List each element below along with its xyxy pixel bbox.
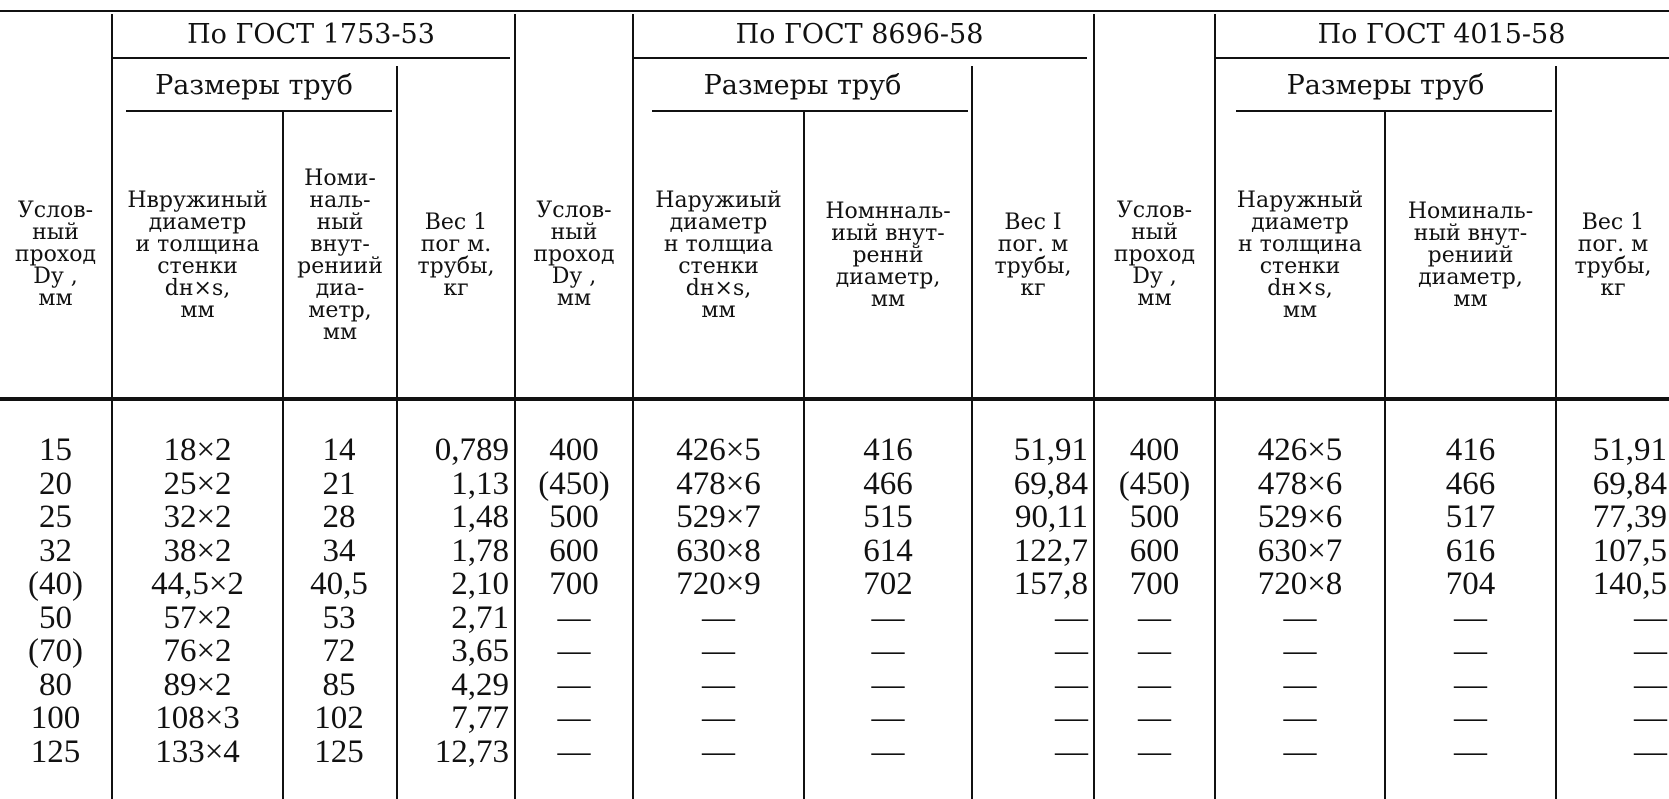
dy-column (0, 434, 111, 769)
table-cell: 426×5 (676, 432, 761, 468)
table-cell: 53 (322, 599, 356, 636)
table-cell: — (1055, 700, 1088, 736)
table-cell: 108×3 (155, 700, 240, 736)
inner-column (284, 434, 394, 769)
table-cell: 2,71 (451, 599, 509, 636)
table-cell: 157,8 (1013, 566, 1088, 602)
table-cell: 416 (1445, 432, 1496, 468)
table-cell: — (702, 633, 735, 669)
table-cell: 529×6 (1257, 499, 1343, 535)
table-cell: 0,789 (434, 432, 509, 468)
group-rule (112, 57, 510, 59)
pipe-sizes-header: Размеры труб (703, 69, 902, 101)
table-cell: — (1138, 633, 1171, 669)
table-cell: — (871, 733, 905, 770)
top-rule (0, 10, 1669, 12)
table-cell: 702 (863, 566, 913, 602)
table-cell: 14 (322, 432, 356, 468)
table-cell: 600 (549, 532, 599, 569)
sizes-rule (1236, 110, 1552, 112)
table-cell: — (1634, 633, 1667, 669)
table-cell: (450) (538, 465, 610, 502)
table-cell: (40) (28, 566, 83, 602)
sizes-rule (126, 110, 392, 112)
table-cell: 90,11 (1014, 499, 1088, 535)
table-cell: 700 (549, 566, 599, 602)
table-cell: 32×2 (163, 499, 232, 535)
table-cell: — (1454, 733, 1487, 770)
table-cell: 140,5 (1592, 566, 1667, 602)
table-cell: — (1138, 733, 1171, 770)
nominal-bore-header: Услов- ный проход Dу , мм (14, 198, 97, 311)
inner-diameter-header: Номи- наль- ный внут- рениий диа- метр, мм (297, 166, 383, 345)
group-rule (1214, 57, 1669, 59)
table-cell: — (1283, 666, 1317, 703)
table-cell: 122,7 (1013, 532, 1088, 569)
table-cell: 720×8 (1257, 566, 1343, 602)
table-cell: 69,84 (1013, 465, 1088, 502)
table-cell: 720×9 (676, 566, 761, 602)
table-cell: 20 (39, 465, 72, 502)
inner-column (805, 434, 971, 769)
table-cell: 28 (322, 499, 356, 535)
table-cell: 478×6 (1257, 465, 1343, 502)
table-cell: 7,77 (451, 700, 509, 736)
table-cell: — (557, 633, 591, 669)
nominal-bore-header: Услов- ный проход Dу , мм (1113, 198, 1196, 311)
table-cell: — (871, 599, 905, 636)
size-column (634, 434, 803, 769)
table-cell: 80 (39, 666, 72, 703)
table-cell: — (557, 700, 591, 736)
table-cell: 50 (39, 599, 72, 636)
table-cell: — (1454, 599, 1487, 636)
weight-header: Вес 1 пог м. трубы, кг (417, 210, 495, 301)
table-cell: 102 (314, 700, 364, 736)
table-cell: — (1138, 666, 1171, 703)
table-cell: 51,91 (1013, 432, 1088, 468)
table-cell: — (1138, 599, 1171, 636)
standard-title: По ГОСТ 4015-58 (1317, 18, 1566, 50)
inner-column (1386, 434, 1555, 769)
pipe-sizes-header: Размеры труб (1286, 69, 1485, 101)
table-cell: 500 (549, 499, 599, 535)
table-cell: 466 (1445, 465, 1496, 502)
table-cell: — (1055, 633, 1088, 669)
table-cell: — (1454, 666, 1487, 703)
table-cell: 107,5 (1592, 532, 1667, 569)
table-cell: 478×6 (676, 465, 761, 502)
table-cell: 630×7 (1257, 532, 1343, 569)
outer-diameter-header: Нвружиный диаметр и толщина стенки dн×s, мм (127, 188, 268, 323)
table-cell: 614 (863, 532, 913, 569)
table-cell: — (1454, 700, 1487, 736)
pipe-sizes-header: Размеры труб (155, 69, 353, 101)
table-cell: 125 (314, 733, 364, 770)
table-cell: 133×4 (155, 733, 240, 770)
table-cell: 529×7 (676, 499, 761, 535)
table-cell: 600 (1129, 532, 1180, 569)
table-cell: 426×5 (1257, 432, 1343, 468)
table-cell: 704 (1445, 566, 1496, 602)
table-cell: 1,13 (451, 465, 509, 502)
table-cell: — (871, 666, 905, 703)
outer-diameter-header: Наружный диаметр н толщина стенки dн×s, мм (1236, 188, 1364, 323)
table-cell: — (1283, 733, 1317, 770)
table-cell: — (1283, 633, 1317, 669)
outer-diameter-header: Наружиый диаметр н толщиа стенки dн×s, мм (655, 188, 782, 323)
table-cell: 72 (322, 633, 356, 669)
table-cell: 15 (39, 432, 72, 468)
table-cell: — (871, 700, 905, 736)
table-cell: 517 (1445, 499, 1496, 535)
table-cell: 89×2 (163, 666, 232, 703)
table-cell: — (1055, 599, 1088, 636)
sizes-rule (652, 110, 968, 112)
table-cell: 18×2 (163, 432, 232, 468)
table-cell: — (702, 700, 735, 736)
table-cell: — (1454, 633, 1487, 669)
table-cell: 12,73 (434, 733, 509, 770)
table-cell: 34 (322, 532, 356, 569)
table-cell: — (1634, 666, 1667, 703)
standard-title: По ГОСТ 8696-58 (735, 18, 984, 50)
table-cell: 76×2 (163, 633, 232, 669)
table-cell: 69,84 (1592, 465, 1667, 502)
table-cell: — (702, 733, 735, 770)
table-cell: 44,5×2 (151, 566, 244, 602)
table-cell: 32 (39, 532, 72, 569)
dy-column (1095, 434, 1214, 769)
table-cell: 25×2 (163, 465, 232, 502)
table-cell: 400 (549, 432, 599, 468)
table-cell: 3,65 (451, 633, 509, 669)
table-cell: — (702, 599, 735, 636)
table-cell: 500 (1129, 499, 1180, 535)
weight-header: Вес I пог. м трубы, кг (994, 210, 1072, 301)
table-cell: 21 (322, 465, 356, 502)
table-cell: 616 (1445, 532, 1496, 569)
table-cell: — (1634, 700, 1667, 736)
size-column (113, 434, 282, 769)
table-cell: 25 (39, 499, 72, 535)
size-column (1216, 434, 1384, 769)
table-cell: — (1634, 733, 1667, 770)
table-cell: 38×2 (163, 532, 232, 569)
weight-column (398, 434, 509, 769)
group-rule (632, 57, 1087, 59)
table-cell: 630×8 (676, 532, 761, 569)
table-cell: 515 (863, 499, 913, 535)
weight-column (1557, 434, 1667, 769)
table-cell: — (702, 666, 735, 703)
table-cell: — (1634, 599, 1667, 636)
table-cell: — (1055, 733, 1088, 770)
table-cell: (450) (1118, 465, 1191, 502)
table-cell: 85 (322, 666, 356, 703)
table-cell: — (1138, 700, 1171, 736)
table-cell: — (871, 633, 905, 669)
table-cell: 416 (863, 432, 913, 468)
table-cell: — (557, 599, 591, 636)
inner-diameter-header: Номнналь- иый внут- реннй диаметр, мм (825, 199, 951, 312)
table-cell: — (1055, 666, 1088, 703)
table-cell: 400 (1129, 432, 1180, 468)
table-cell: 2,10 (451, 566, 509, 602)
table-cell: 77,39 (1592, 499, 1667, 535)
nominal-bore-header: Услов- ный проход Dу , мм (533, 198, 615, 311)
table-cell: 40,5 (310, 566, 368, 602)
dy-column (516, 434, 632, 769)
table-cell: — (557, 666, 591, 703)
table-cell: — (1283, 700, 1317, 736)
table-cell: 4,29 (451, 666, 509, 703)
table-cell: (70) (28, 633, 83, 669)
table-cell: 466 (863, 465, 913, 502)
table-cell: 1,48 (451, 499, 509, 535)
table-cell: 1,78 (451, 532, 509, 569)
table-cell: 125 (30, 733, 81, 770)
weight-header: Вес 1 пог. м трубы, кг (1574, 210, 1652, 301)
table-cell: — (1283, 599, 1317, 636)
table-cell: 57×2 (163, 599, 232, 636)
table-cell: — (557, 733, 591, 770)
inner-diameter-header: Номиналь- ный внут- рениий диаметр, мм (1407, 199, 1534, 312)
table-cell: 100 (30, 700, 81, 736)
table-cell: 700 (1129, 566, 1180, 602)
table-cell: 51,91 (1592, 432, 1667, 468)
standard-title: По ГОСТ 1753-53 (187, 18, 435, 50)
header-rule (0, 397, 1669, 401)
weight-column (973, 434, 1088, 769)
